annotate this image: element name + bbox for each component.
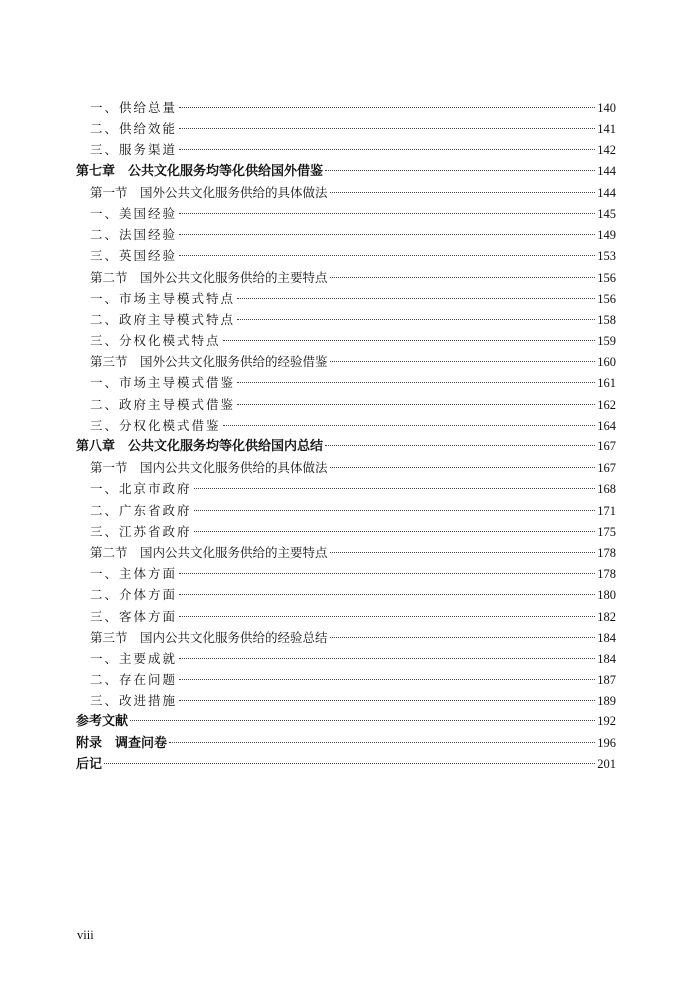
toc-entry-title: 二、存在问题 (90, 672, 178, 688)
dot-leader (237, 382, 595, 383)
toc-entry-page-number: 164 (597, 418, 616, 433)
dot-leader (130, 720, 595, 721)
toc-entry-page-number: 141 (597, 122, 616, 137)
toc-entry-title: 二、广东省政府 (90, 502, 192, 518)
toc-subsection-entry[interactable] (76, 415, 616, 436)
dot-leader (325, 170, 595, 171)
toc-entry-title: 后记 (76, 756, 103, 772)
toc-entry-title: 第七章 公共文化服务均等化供给国外借鉴 (76, 163, 324, 179)
dot-leader (330, 277, 596, 278)
toc-entry-title: 一、北京市政府 (90, 481, 192, 497)
toc-section-entry[interactable] (76, 267, 616, 288)
toc-entry-page-number: 160 (597, 355, 616, 370)
toc-entry-page-number: 162 (597, 397, 616, 412)
toc-subsection-entry[interactable] (76, 606, 616, 627)
toc-entry-page-number: 180 (597, 588, 616, 603)
toc-chapter-entry[interactable] (76, 161, 616, 182)
toc-entry-page-number: 167 (597, 439, 616, 453)
toc-entry-page-number: 144 (597, 163, 616, 178)
toc-entry-page-number: 142 (597, 143, 616, 158)
toc-entry-title: 第二节 国内公共文化服务供给的主要特点 (90, 544, 328, 560)
toc-entry-title: 一、主要成就 (90, 650, 178, 666)
toc-subsection-entry[interactable] (76, 224, 616, 245)
toc-entry-title: 一、供给总量 (90, 100, 178, 115)
dot-leader (179, 616, 595, 617)
toc-entry-page-number: 196 (597, 735, 616, 750)
table-of-contents (76, 97, 616, 775)
dot-leader (330, 552, 596, 553)
toc-subsection-entry[interactable] (76, 478, 616, 499)
dot-leader (179, 128, 595, 129)
toc-entry-page-number: 189 (597, 694, 616, 709)
toc-entry-page-number: 192 (597, 714, 616, 729)
toc-entry-title: 一、市场主导模式借鉴 (90, 375, 236, 391)
toc-entry-page-number: 178 (597, 567, 616, 582)
dot-leader (179, 234, 595, 235)
toc-entry-page-number: 168 (597, 482, 616, 497)
toc-subsection-entry[interactable] (76, 372, 616, 393)
toc-subsection-entry[interactable] (76, 584, 616, 605)
toc-entry-title: 附录 调查问卷 (76, 735, 168, 751)
toc-entry-title: 第三节 国外公共文化服务供给的经验借鉴 (90, 354, 328, 370)
dot-leader (325, 445, 595, 446)
toc-entry-title: 二、供给效能 (90, 121, 178, 137)
toc-subsection-entry[interactable] (76, 288, 616, 309)
dot-leader (330, 467, 596, 468)
toc-entry-page-number: 140 (597, 101, 616, 115)
toc-entry-title: 三、客体方面 (90, 608, 178, 624)
toc-entry-page-number: 159 (597, 334, 616, 349)
page-number-folio: viii (77, 928, 94, 942)
dot-leader (194, 488, 596, 489)
toc-entry-title: 第二节 国外公共文化服务供给的主要特点 (90, 269, 328, 285)
toc-subsection-entry[interactable] (76, 309, 616, 330)
toc-entry-title: 参考文献 (76, 714, 129, 730)
dot-leader (179, 658, 595, 659)
toc-chapter-entry[interactable] (76, 436, 616, 457)
toc-entry-title: 三、江苏省政府 (90, 523, 192, 539)
toc-chapter-entry[interactable] (76, 733, 616, 754)
dot-leader (223, 425, 596, 426)
toc-section-entry[interactable] (76, 351, 616, 372)
toc-entry-title: 一、主体方面 (90, 566, 178, 582)
toc-section-entry[interactable] (76, 182, 616, 203)
toc-entry-page-number: 171 (597, 503, 616, 518)
toc-subsection-entry[interactable] (76, 648, 616, 669)
dot-leader (237, 319, 595, 320)
dot-leader (330, 637, 596, 638)
toc-entry-title: 第一节 国内公共文化服务供给的具体做法 (90, 460, 328, 476)
toc-entry-page-number: 144 (597, 185, 616, 200)
dot-leader (179, 255, 595, 256)
toc-subsection-entry[interactable] (76, 330, 616, 351)
dot-leader (223, 340, 596, 341)
dot-leader (237, 404, 595, 405)
toc-entry-title: 一、市场主导模式特点 (90, 290, 236, 306)
dot-leader (104, 763, 595, 764)
toc-entry-page-number: 175 (597, 524, 616, 539)
toc-entry-title: 第三节 国内公共文化服务供给的经验总结 (90, 629, 328, 645)
toc-subsection-entry[interactable] (76, 394, 616, 415)
toc-entry-title: 二、法国经验 (90, 227, 178, 243)
toc-subsection-entry[interactable] (76, 139, 616, 160)
dot-leader (237, 298, 595, 299)
toc-entry-title: 三、改进措施 (90, 693, 178, 709)
toc-entry-page-number: 156 (597, 291, 616, 306)
toc-section-entry[interactable] (76, 457, 616, 478)
dot-leader (330, 192, 596, 193)
toc-section-entry[interactable] (76, 627, 616, 648)
toc-entry-title: 二、政府主导模式借鉴 (90, 396, 236, 412)
toc-entry-page-number: 184 (597, 630, 616, 645)
toc-entry-title: 二、政府主导模式特点 (90, 311, 236, 327)
toc-subsection-entry[interactable] (76, 690, 616, 711)
dot-leader (179, 107, 595, 108)
toc-entry-page-number: 145 (597, 206, 616, 221)
toc-subsection-entry[interactable] (76, 203, 616, 224)
dot-leader (179, 149, 595, 150)
toc-entry-page-number: 201 (597, 756, 616, 771)
toc-entry-title: 三、英国经验 (90, 248, 178, 264)
dot-leader (179, 213, 595, 214)
toc-section-entry[interactable] (76, 542, 616, 563)
toc-entry-page-number: 184 (597, 651, 616, 666)
toc-entry-page-number: 167 (597, 461, 616, 476)
toc-entry-page-number: 161 (597, 376, 616, 391)
toc-entry-title: 三、服务渠道 (90, 142, 178, 158)
dot-leader (179, 594, 595, 595)
dot-leader (179, 573, 595, 574)
toc-subsection-entry[interactable] (76, 118, 616, 139)
dot-leader (169, 742, 595, 743)
toc-entry-page-number: 178 (597, 545, 616, 560)
dot-leader (179, 700, 595, 701)
toc-entry-page-number: 149 (597, 228, 616, 243)
toc-chapter-entry[interactable] (76, 754, 616, 775)
toc-entry-page-number: 156 (597, 270, 616, 285)
dot-leader (330, 361, 596, 362)
toc-entry-title: 一、美国经验 (90, 205, 178, 221)
dot-leader (179, 679, 595, 680)
dot-leader (194, 531, 596, 532)
toc-subsection-entry[interactable] (76, 97, 616, 118)
toc-chapter-entry[interactable] (76, 711, 616, 732)
toc-entry-title: 三、分权化模式借鉴 (90, 417, 221, 433)
toc-subsection-entry[interactable] (76, 669, 616, 690)
toc-subsection-entry[interactable] (76, 245, 616, 266)
toc-entry-title: 三、分权化模式特点 (90, 333, 221, 349)
toc-subsection-entry[interactable] (76, 500, 616, 521)
toc-entry-page-number: 187 (597, 673, 616, 688)
toc-subsection-entry[interactable] (76, 521, 616, 542)
toc-entry-title: 二、介体方面 (90, 587, 178, 603)
toc-subsection-entry[interactable] (76, 563, 616, 584)
toc-entry-page-number: 182 (597, 609, 616, 624)
toc-entry-page-number: 153 (597, 249, 616, 264)
toc-entry-title: 第八章 公共文化服务均等化供给国内总结 (76, 439, 324, 454)
toc-entry-page-number: 158 (597, 312, 616, 327)
dot-leader (194, 510, 596, 511)
toc-entry-title: 第一节 国外公共文化服务供给的具体做法 (90, 184, 328, 200)
